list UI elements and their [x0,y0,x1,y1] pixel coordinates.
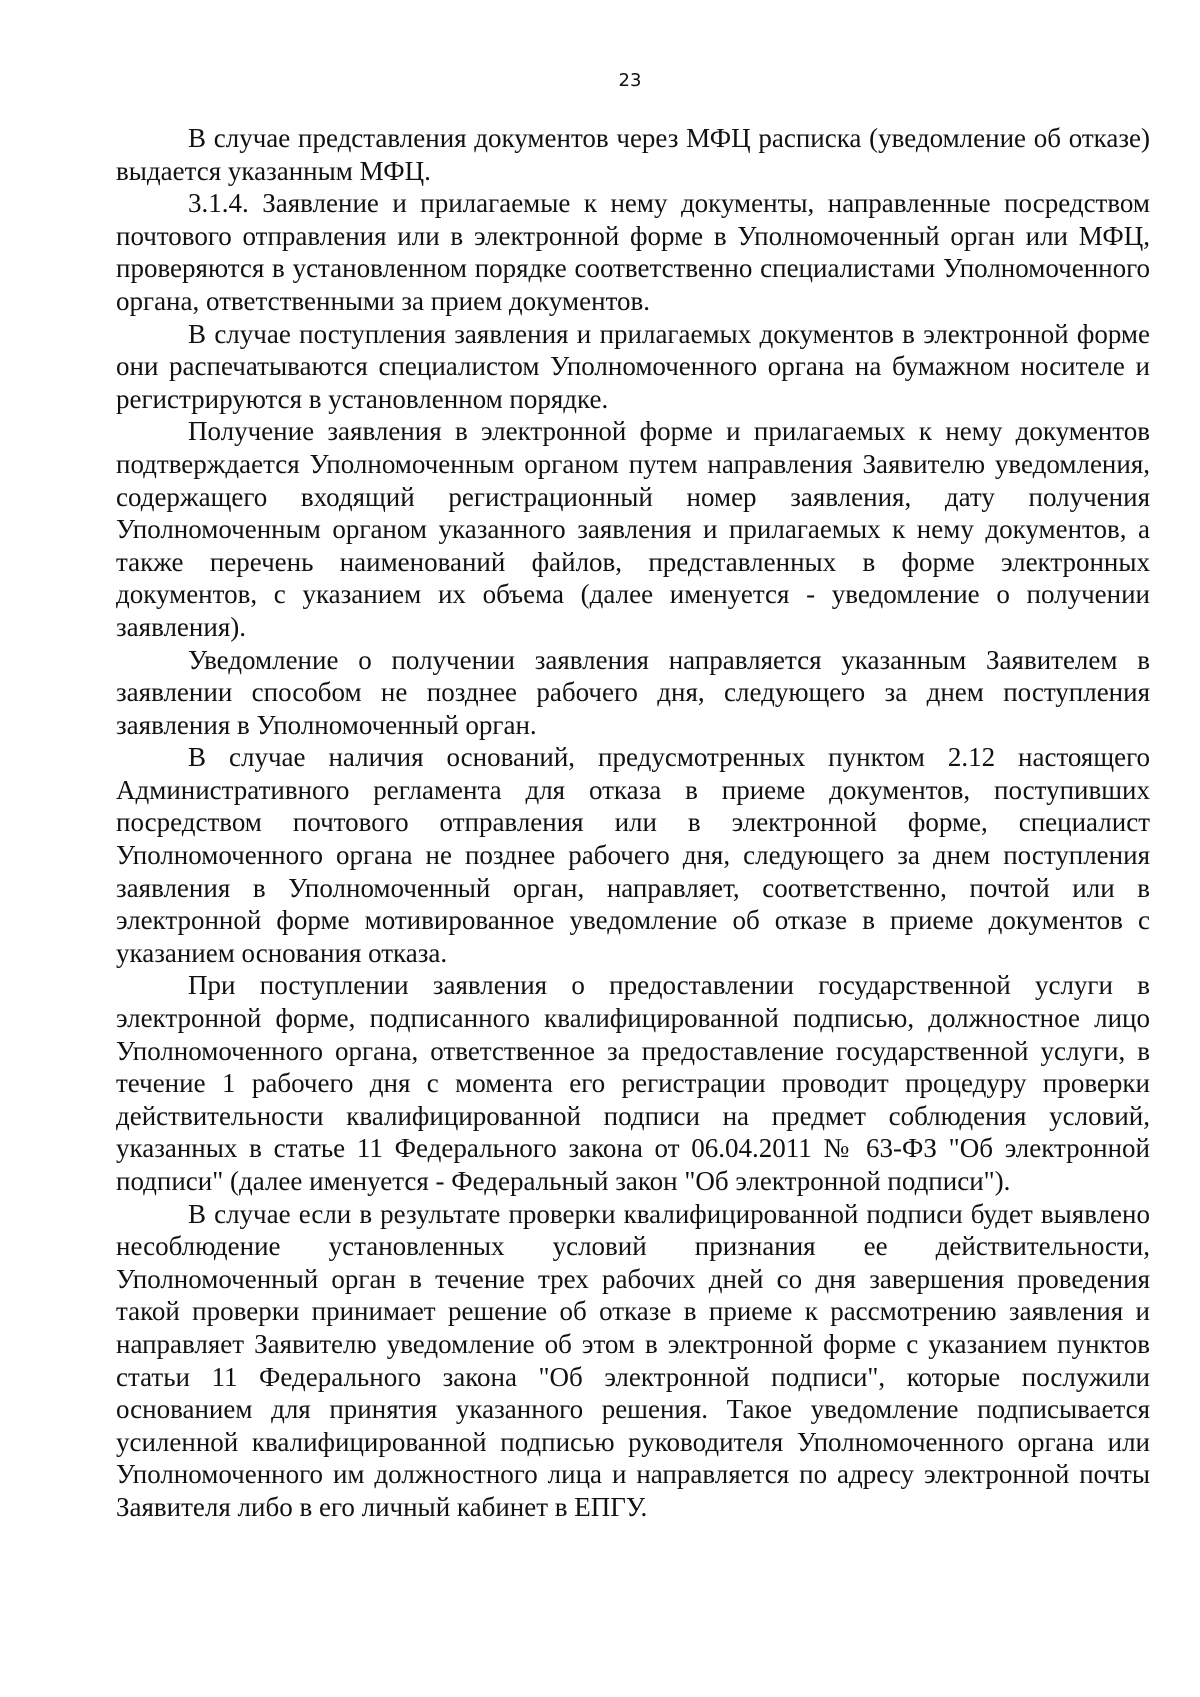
document-body [116,122,1150,1524]
paragraph: В случае если в результате проверки квалифицированной подписи будет выявлено несоблюдение установленных условий признания ее действительности, Уполномоченный орган в течение трех рабочих дней со дня завершения проведения такой проверки принимает решение об отказе в приеме к рассмотрению заявления и направляет Заявителю уведомление об этом в электронной форме с указанием пунктов статьи 11 Федерального закона "Об электронной подписи", которые послужили основанием для принятия указанного решения. Такое уведомление подписывается усиленной квалифицированной подписью руководителя Уполномоченного органа или Уполномоченного им должностного лица и направляется по адресу электронной почты Заявителя либо в его личный кабинет в ЕПГУ. [116,1198,1150,1522]
page-number: 23 [618,70,642,91]
paragraph: Получение заявления в электронной форме и прилагаемых к нему документов подтверждается Уполномоченным органом путем направления Заявителю уведомления, содержащего входящий регистрационный номер заявления, дату получения Уполномоченным органом указанного заявления и прилагаемых к нему документов, а также перечень наименований файлов, представленных в форме электронных документов, с указанием их объема (далее именуется - уведомление о получении заявления). [116,416,1150,642]
paragraph: При поступлении заявления о предоставлении государственной услуги в электронной форме, подписанного квалифицированной подписью, должностное лицо Уполномоченного органа, ответственное за предоставление государственной услуги, в течение 1 рабочего дня с момента его регистрации проводит процедуру проверки действительности квалифицированной подписи на предмет соблюдения условий, указанных в статье 11 Федерального закона от 06.04.2011 № 63-ФЗ "Об электронной подписи" (далее именуется - Федеральный закон "Об электронной подписи"). [116,970,1150,1196]
paragraph: 3.1.4. Заявление и прилагаемые к нему документы, направленные посредством почтового отправления или в электронной форме в Уполномоченный орган или МФЦ, проверяются в установленном порядке соответственно специалистами Уполномоченного органа, ответственными за прием документов. [116,188,1150,316]
paragraph: В случае наличия оснований, предусмотренных пунктом 2.12 настоящего Административного регламента для отказа в приеме документов, поступивших посредством почтового отправления или в электронной форме, специалист Уполномоченного органа не позднее рабочего дня, следующего за днем поступления заявления в Уполномоченный орган, направляет, соответственно, почтой или в электронной форме мотивированное уведомление об отказе в приеме документов с указанием основания отказа. [116,742,1150,968]
paragraph: В случае представления документов через МФЦ расписка (уведомление об отказе) выдается указанным МФЦ. [116,123,1150,186]
paragraph: В случае поступления заявления и прилагаемых документов в электронной форме они распечатываются специалистом Уполномоченного органа на бумажном носителе и регистрируются в установленном порядке. [116,318,1150,414]
paragraph: Уведомление о получении заявления направляется указанным Заявителем в заявлении способом не позднее рабочего дня, следующего за днем поступления заявления в Уполномоченный орган. [116,644,1150,740]
